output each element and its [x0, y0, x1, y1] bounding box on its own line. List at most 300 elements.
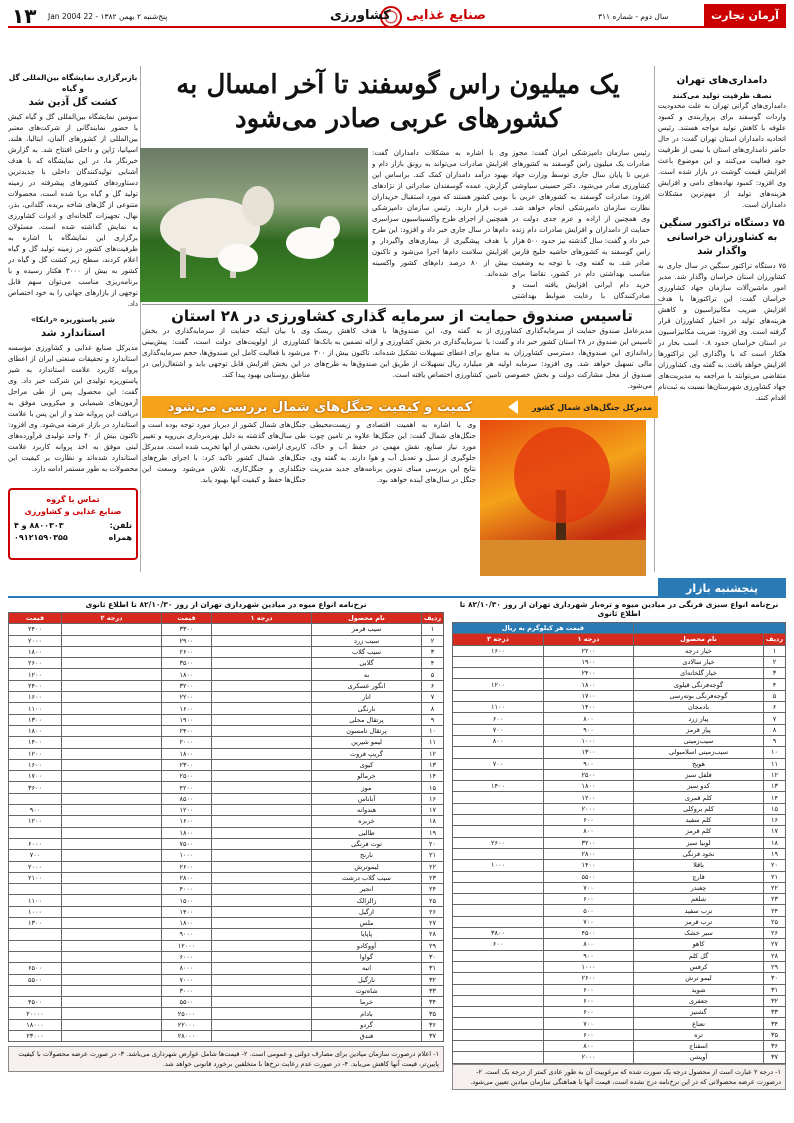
table-cell [212, 985, 312, 996]
table-cell: انجیر [312, 884, 422, 895]
table-cell [453, 905, 544, 916]
table-row [453, 1040, 786, 1051]
table-cell [453, 803, 544, 814]
table-cell: موز [312, 782, 422, 793]
table-row [9, 884, 444, 895]
table-cell: ۳۸۰۰ [453, 928, 544, 939]
table-cell: ۳۳۰۰ [162, 624, 212, 635]
table-row [9, 1030, 444, 1041]
table-cell: ۱۵ [764, 803, 786, 814]
table-row [453, 848, 786, 859]
table-cell: ۶۰۰۰ [162, 951, 212, 962]
table-row [453, 882, 786, 893]
table-cell: کرفس [634, 961, 764, 972]
table-row [453, 905, 786, 916]
table-cell [212, 1008, 312, 1019]
vegetable-price-table [452, 622, 786, 1064]
table-cell: ۱۲۰۰۰ [162, 940, 212, 951]
table-cell: ۱۳ [422, 759, 444, 770]
table-cell [453, 1052, 544, 1063]
table-row [453, 871, 786, 882]
table-cell [62, 1019, 162, 1030]
table-cell: ۱۰۰۰ [162, 850, 212, 861]
article-column: مدیرعامل صندوق حمایت از سرمایه‌گذاری کشاورزی از تاسیس این صندوق در ۲۸ استان کشور خبر داد و گفت: با راه‌اندازی این صندوق‌ها، دسترسی کشاورزان به منابع مالی تسهیل خواهد شد. وی افزود: سرمایه اولیه هر صندوق از محل مشارکت دولت و بخش خصوصی تامین می‌شود. [486, 327, 652, 390]
news-headline: دامداری‌های تهران [676, 75, 768, 86]
table-cell: ۶۰۰ [544, 984, 634, 995]
table-cell: آناناس [312, 793, 422, 804]
table-cell: ۶۰۰۰ [9, 838, 62, 849]
table-header-cell: درجه ۱ [212, 613, 312, 624]
table-cell: ۳۵۰۰ [162, 658, 212, 669]
table-cell: ۱۲۰۰ [9, 669, 62, 680]
table-cell [453, 973, 544, 984]
page-number: ۱۳ [12, 4, 37, 28]
table-cell: ۲۵۰۰۰ [162, 1008, 212, 1019]
table-cell [453, 690, 544, 701]
table-cell [9, 951, 62, 962]
table-cell [212, 646, 312, 657]
table-cell: ۲۸۰۰ [162, 872, 212, 883]
table-row [9, 850, 444, 861]
sheep-illustration [140, 148, 368, 302]
fruit-price-table [8, 612, 444, 1042]
table-cell [212, 782, 312, 793]
table-row [453, 961, 786, 972]
table-cell: شلغم [634, 894, 764, 905]
table-cell: ۲۰۰۰ [544, 1052, 634, 1063]
table-cell [212, 748, 312, 759]
table-header-cell: قیمت هر کیلوگرم به ریال [453, 623, 634, 634]
table-cell [453, 1018, 544, 1029]
table-cell [212, 624, 312, 635]
news-headline: کشت گل آذین شد [28, 97, 118, 108]
table-row [9, 658, 444, 669]
table-cell: ۱۴۰۰ [453, 781, 544, 792]
table-cell: چغندر [634, 882, 764, 893]
forest-photo [480, 420, 646, 576]
table-cell: ۳۶ [764, 1040, 786, 1051]
table-cell: ۳۰ [764, 973, 786, 984]
page-date: پنج‌شنبه ۲ بهمن ۱۳۸۲ - 22 Jan 2004 [48, 12, 168, 21]
table-cell [62, 940, 162, 951]
table-cell: سیب قرمز [312, 624, 422, 635]
table-row [453, 713, 786, 724]
table-row [9, 940, 444, 951]
sheep-photo [140, 148, 368, 302]
table-cell: ۲۳۰۰۰ [9, 1030, 62, 1041]
section-title: صنایع غذایی [406, 8, 486, 23]
table-cell: ۶ [764, 702, 786, 713]
table-row [9, 895, 444, 906]
table-cell: ۱۹ [764, 848, 786, 859]
table-cell [212, 872, 312, 883]
table-row [9, 838, 444, 849]
table-cell: گردو [312, 1019, 422, 1030]
table-row [453, 995, 786, 1006]
table-cell [62, 624, 162, 635]
table-cell: ۲۰۰۰ [9, 635, 62, 646]
table-cell: ۸ [422, 703, 444, 714]
table-cell: ۳۶۰۰ [9, 782, 62, 793]
table-cell: ۱۳۰۰ [9, 918, 62, 929]
table-cell [212, 974, 312, 985]
table-cell: گوجه‌فرنگی بوته‌رسی [634, 690, 764, 701]
news-kicker: بازبرگزاری نمایشگاه بین‌المللی گل و گیاه [8, 73, 138, 93]
table-row [9, 827, 444, 838]
table-cell [212, 669, 312, 680]
table-cell: ۱۸۰۰ [544, 781, 634, 792]
table-cell [62, 827, 162, 838]
table-cell: ۱۱۰۰ [453, 702, 544, 713]
table-row [9, 1019, 444, 1030]
table-cell: ۲۶ [764, 928, 786, 939]
table-cell: ۱۶ [422, 793, 444, 804]
table-cell: ۱۷ [764, 826, 786, 837]
table-cell: ۱۴ [764, 792, 786, 803]
table-cell: توت فرنگی [312, 838, 422, 849]
table-cell [62, 861, 162, 872]
table-row [9, 782, 444, 793]
table-cell [212, 827, 312, 838]
table-cell: ۲۸ [422, 929, 444, 940]
table-header-cell: ردیف [422, 613, 444, 624]
table-cell: ۷۰۰ [453, 758, 544, 769]
table-cell: ۲۰ [764, 860, 786, 871]
table-cell [212, 714, 312, 725]
table-cell: ۲۱ [422, 850, 444, 861]
table-row [9, 951, 444, 962]
table-cell: شاه‌توت [312, 985, 422, 996]
table-cell: ۱۶۰۰ [9, 692, 62, 703]
table-cell: به [312, 669, 422, 680]
table-cell: ۳۷ [764, 1052, 786, 1063]
table-cell: ۱ [422, 624, 444, 635]
table-cell: ۷۰۰۰ [162, 974, 212, 985]
table-row [453, 758, 786, 769]
table-cell: گل کلم [634, 950, 764, 961]
table-cell: ۴۵۰۰ [9, 997, 62, 1008]
forest-banner [142, 396, 658, 418]
table-cell: ۱۸۰۰ [162, 827, 212, 838]
table-row [453, 1029, 786, 1040]
table-cell: ۳۴ [764, 1018, 786, 1029]
table-cell: ۸۰۰ [544, 826, 634, 837]
table-cell: ۱۸۰۰ [162, 669, 212, 680]
table-header-cell: قیمت [9, 613, 62, 624]
table-cell: ۲۴۰۰ [544, 668, 634, 679]
main-headline: یک میلیون راس گوسفند تا آخر امسال به کشورهای عربی صادر می‌شود [176, 70, 620, 134]
table-cell: ۱۲۰۰ [9, 748, 62, 759]
table-row [453, 747, 786, 758]
table-cell: انگور عسکری [312, 680, 422, 691]
table-cell: ۱۰۰۰ [544, 961, 634, 972]
table-cell [453, 995, 544, 1006]
table-cell [212, 771, 312, 782]
table-cell [453, 1007, 544, 1018]
table-row [453, 984, 786, 995]
table-cell: خیار سالادی [634, 656, 764, 667]
table-header-cell: نام محصول [634, 634, 764, 645]
veg-table-notes: ۱- درجه ۲ عبارت است از محصول درجه یک سورت شده که مرغوبیت آن به طور عادی کمتر از درجه یک است. ۲- درصورت عرضه محصولاتی که در این نرخ‌نامه درج نشده است، قیمت آنها با هماهنگی سازمان میادین تعیین می‌شود. [452, 1064, 786, 1090]
table-cell: سیب‌زمینی اسلامبولی [634, 747, 764, 758]
table-cell: لیمو شیرین [312, 737, 422, 748]
table-cell: ۳۲ [422, 974, 444, 985]
table-cell [453, 656, 544, 667]
table-cell: ۸۰۰ [453, 735, 544, 746]
table-cell: ۲۲۰۰ [544, 645, 634, 656]
table-row [453, 928, 786, 939]
table-cell: گلابی [312, 658, 422, 669]
table-cell: نارنگی [312, 703, 422, 714]
table-cell: ۲۸ [764, 950, 786, 961]
table-cell: ۳۱ [764, 984, 786, 995]
table-row [453, 781, 786, 792]
table-cell [62, 838, 162, 849]
table-cell: ۷۰۰ [544, 916, 634, 927]
table-row [453, 894, 786, 905]
table-cell: ۱۲۰۰ [544, 792, 634, 803]
table-cell [212, 737, 312, 748]
table-cell: جعفری [634, 995, 764, 1006]
table-cell: کلم قمری [634, 792, 764, 803]
table-cell: ۵۵۰۰ [9, 974, 62, 985]
table-cell: گوجه‌فرنگی قیلوی [634, 679, 764, 690]
table-row [9, 872, 444, 883]
table-cell: ۳۰ [422, 951, 444, 962]
table-header-cell: درجه ۱ [544, 634, 634, 645]
table-cell: ۳ [422, 646, 444, 657]
table-cell: ۱۸۰۰۰ [9, 1019, 62, 1030]
table-cell: ۸ [764, 724, 786, 735]
newspaper-logo: آرمان تجارت [704, 4, 786, 26]
table-cell: ۲۰۰۰ [544, 803, 634, 814]
table-cell: ۳۴ [422, 997, 444, 1008]
table-cell: انار [312, 692, 422, 703]
table-cell [212, 997, 312, 1008]
table-header-cell: ردیف [764, 634, 786, 645]
table-cell: ازگیل [312, 906, 422, 917]
table-cell: ۲۷ [764, 939, 786, 950]
table-row [453, 702, 786, 713]
table-cell: ۹ [764, 735, 786, 746]
table-cell [9, 929, 62, 940]
table-cell: ۲۳ [422, 872, 444, 883]
table-cell: ۱۱ [422, 737, 444, 748]
news-headline: ۷۵ دستگاه تراکتور سنگین به کشاورزان خراسانی واگذار شد [659, 218, 785, 257]
table-cell: ۱۶۰۰ [162, 703, 212, 714]
table-row [453, 1007, 786, 1018]
table-cell [62, 918, 162, 929]
table-cell [453, 894, 544, 905]
table-cell: نارنج [312, 850, 422, 861]
table-cell: ۵۵۰۰ [162, 997, 212, 1008]
table-cell: خیار گلخانه‌ای [634, 668, 764, 679]
table-cell: ۱۶۰۰ [162, 816, 212, 827]
table-cell: ۱۲ [764, 769, 786, 780]
table-cell: ۲۵ [422, 895, 444, 906]
table-cell [62, 737, 162, 748]
table-header-cell: قیمت [162, 613, 212, 624]
table-cell [9, 940, 62, 951]
table-cell: ۲۳۰۰ [162, 759, 212, 770]
table-row [453, 679, 786, 690]
table-cell: ۱۷ [422, 805, 444, 816]
table-row [9, 793, 444, 804]
table-cell: سیب زرد [312, 635, 422, 646]
table-cell: ۵۵۰۰ [544, 871, 634, 882]
table-cell [453, 769, 544, 780]
contact-box [8, 488, 138, 560]
table-cell [212, 951, 312, 962]
table-cell [62, 963, 162, 974]
table-cell [453, 961, 544, 972]
table-cell: ۶ [422, 680, 444, 691]
table-cell [453, 1029, 544, 1040]
table-cell: سیر خشک [634, 928, 764, 939]
table-cell: ۱۴۰۰ [162, 906, 212, 917]
table-cell [212, 725, 312, 736]
table-cell: ۱۰۰۰ [544, 735, 634, 746]
table-cell: ۱۸۰۰ [162, 918, 212, 929]
table-cell: ۲۵۰۰ [544, 769, 634, 780]
column-divider [140, 66, 141, 572]
article-column: رئیس سازمان دامپزشکی ایران گفت: مجوز صادرات یک میلیون راس گوسفند به کشورهای عربی تا پایان سال جاری توسط وزارت جهاد کشاورزی صادر می‌شود. دکتر حسینی سیاوشی افزود: صادرات گوسفند به کشورهای عربی با نظارت سازمان دامپزشکی انجام خواهد شد. وی همچنین از اراده و عزم جدی دولت در حمایت از دامداران و افزایش صادرات دام زنده خبر داد و گفت: سال گذشته نیز حدود ۵۰۰ هزار راس گوسفند به کشورهای حاشیه خلیج فارس صادر شد. به گفته وی، با توجه به وضعیت مناسب بهداشتی دام در کشور، تقاضا برای خرید دام ایرانی افزایش یافته است و صادرکنندگان با رعایت ضوابط بهداشتی [512, 149, 650, 300]
table-cell [212, 906, 312, 917]
table-row [9, 997, 444, 1008]
table-row [9, 703, 444, 714]
table-cell: سیب گلاب [312, 646, 422, 657]
table-cell: ۱۰ [422, 725, 444, 736]
table-cell [453, 1040, 544, 1051]
table-cell [62, 895, 162, 906]
table-cell: ۱۶ [764, 815, 786, 826]
table-cell: ۶۰۰ [544, 1029, 634, 1040]
table-cell: ۲۶۰۰ [9, 658, 62, 669]
table-row [9, 748, 444, 759]
table-cell: طالبی [312, 827, 422, 838]
table-cell: کلم بروکلی [634, 803, 764, 814]
table-cell: ۳۶ [422, 1019, 444, 1030]
table-cell: ۷ [422, 692, 444, 703]
table-row [9, 771, 444, 782]
table-cell [62, 884, 162, 895]
table-cell [62, 872, 162, 883]
table-cell: باقلا [634, 860, 764, 871]
article-column: به گفته وی، این صندوق‌ها با هدف کاهش ریسک سرمایه‌گذاری در بخش کشاورزی و ارائه تضمین به بانک‌ها برای اعطای تسهیلات تشکیل شده‌اند. تاکنون بیش از ۳۰۰ میلیارد ریال تسهیلات از طریق این صندوق‌ها به طرح‌های کشاورزی اختصاص یافته است. [314, 327, 482, 379]
table-cell: ۱۱۰۰ [9, 895, 62, 906]
table-cell: ۱۸۰۰ [162, 748, 212, 759]
table-cell: ۲ [422, 635, 444, 646]
table-cell [212, 680, 312, 691]
table-cell: ۲۰۰۰۰ [9, 1008, 62, 1019]
table-cell: پرتقال محلی [312, 714, 422, 725]
table-cell: ۸۰۰۰ [162, 963, 212, 974]
table-cell: پیاز قرمز [634, 724, 764, 735]
article-column: وی با اشاره به اهمیت اقتصادی و زیست‌محیطی جنگل‌های شمال گفت: این جنگل‌ها علاوه بر تامین چوب مورد نیاز صنایع، نقش مهمی در حفظ آب و خاک، جلوگیری از سیل و تعدیل آب و هوا دارند. به گفته وی، نتایج این بررسی مبنای تدوین برنامه‌های جدید مدیریت جنگل در سال‌های آینده خواهد بود. [310, 421, 476, 484]
fruit-table-notes: ۱- اعلام درصورت سازمان میادین برای مصارف دولتی و عمومی است. ۲- قیمت‌ها شامل عوارض شهرداری می‌باشد. ۳- در صورت عرضه محصولات با کیفیت پایین‌تر، قیمت آنها کاهش می‌یابد. ۴- در صورت عدم رعایت نرخ‌ها با متخلفین برخورد قانونی خواهد شد. [8, 1046, 444, 1072]
table-cell: ۲۳ [764, 894, 786, 905]
table-cell: نارگیل [312, 974, 422, 985]
table-cell [212, 861, 312, 872]
news-headline: استاندارد شد [40, 328, 106, 339]
table-cell [62, 725, 162, 736]
table-cell: ۱۳۰۰ [544, 747, 634, 758]
table-cell [62, 850, 162, 861]
table-cell: ۱۲ [422, 748, 444, 759]
table-cell [62, 658, 162, 669]
table-cell [453, 984, 544, 995]
table-cell [453, 792, 544, 803]
table-cell: زالزالک [312, 895, 422, 906]
table-cell [212, 963, 312, 974]
table-cell [62, 748, 162, 759]
table-row [453, 950, 786, 961]
table-cell: ۲۷ [422, 918, 444, 929]
table-cell: ۲۲ [764, 882, 786, 893]
table-row [9, 963, 444, 974]
table-row [9, 816, 444, 827]
table-cell: ۱۰۰۰ [9, 906, 62, 917]
table-cell: ۷۰۰ [544, 882, 634, 893]
table-row [453, 792, 786, 803]
table-cell: ۴ [764, 679, 786, 690]
table-cell: ۲۲ [422, 861, 444, 872]
table-row [453, 973, 786, 984]
table-cell: سیب‌زمینی [634, 735, 764, 746]
table-row [453, 815, 786, 826]
table-cell: ۲۹ [422, 940, 444, 951]
news-body: سومین نمایشگاه بین‌المللی گل و گیاه کیش با حضور نمایندگانی از شرکت‌های معتبر بین‌المللی از کشورهای آلمان، ایتالیا، هلند، اسپانیا، ژاپن و داخلی افتتاح شد. به گزارش خبرنگار ما، در این نمایشگاه که با هدف آشنایی تولیدکنندگان داخلی با جدیدترین دستاوردهای کشورهای پیشرفته در زمینه تولید گل و گیاه برپا شده است، محصولات متنوعی از گل‌های شاخه بریده، گلدانی، بذر، نهال، تجهیزات گلخانه‌ای و ادوات کشاورزی به نمایش گذاشته شده است. مسئولان برگزاری این نمایشگاه با اشاره به ظرفیت‌های کشور در زمینه تولید گل و گیاه اعلام کردند، سطح زیر کشت گل و گیاه در کشور به بیش از ۳۰۰۰ هکتار رسیده و با برنامه‌ریزی مناسب می‌توان سهم قابل توجهی از بازارهای جهانی را به خود اختصاص داد. [8, 113, 138, 308]
table-cell: ۱۱ [764, 758, 786, 769]
table-cell [62, 929, 162, 940]
table-row [9, 759, 444, 770]
table-cell: ۱۸ [764, 837, 786, 848]
table-cell: ۱۴۰۰ [544, 860, 634, 871]
contact-subtitle: صنایع غذایی و کشاورزی [24, 507, 122, 516]
table-cell [62, 771, 162, 782]
table-cell: ۶۰۰ [544, 815, 634, 826]
mobile-number: ۰۹۱۲۱۵۹۰۳۵۵ [14, 533, 68, 542]
table-row [9, 737, 444, 748]
table-cell: ۲۲۰۰ [162, 692, 212, 703]
table-cell: ۲ [764, 656, 786, 667]
veg-table-title: نرخ‌نامه انواع سبزی فرنگی در میادین میوه و تره‌بار شهرداری تهران از روز ۸۲/۱۰/۳۰ تا اطلاع ثانوی [459, 600, 779, 618]
table-cell [9, 884, 62, 895]
table-cell: ۵ [764, 690, 786, 701]
table-cell [212, 895, 312, 906]
table-cell: ۴ [422, 658, 444, 669]
table-header-cell [634, 623, 786, 634]
table-cell [212, 692, 312, 703]
table-cell [62, 793, 162, 804]
table-cell: ۶۰۰ [544, 995, 634, 1006]
table-cell: ترب قرمز [634, 916, 764, 927]
issue-number: سال دوم - شماره ۳۱۱ [598, 12, 669, 21]
table-cell [212, 635, 312, 646]
table-row [453, 769, 786, 780]
table-cell: ۲۶۰۰ [162, 861, 212, 872]
table-cell: ۴۵۰۰ [544, 928, 634, 939]
table-cell: ۲۵۰۰ [162, 771, 212, 782]
table-cell: قارچ [634, 871, 764, 882]
table-cell: ۱۸ [422, 816, 444, 827]
table-cell: ۱۵ [422, 782, 444, 793]
table-row [453, 645, 786, 656]
table-row [453, 656, 786, 667]
table-cell: ۲۴۰۰ [162, 725, 212, 736]
table-cell: تره [634, 1029, 764, 1040]
table-cell: ۳۰۰۰ [162, 985, 212, 996]
